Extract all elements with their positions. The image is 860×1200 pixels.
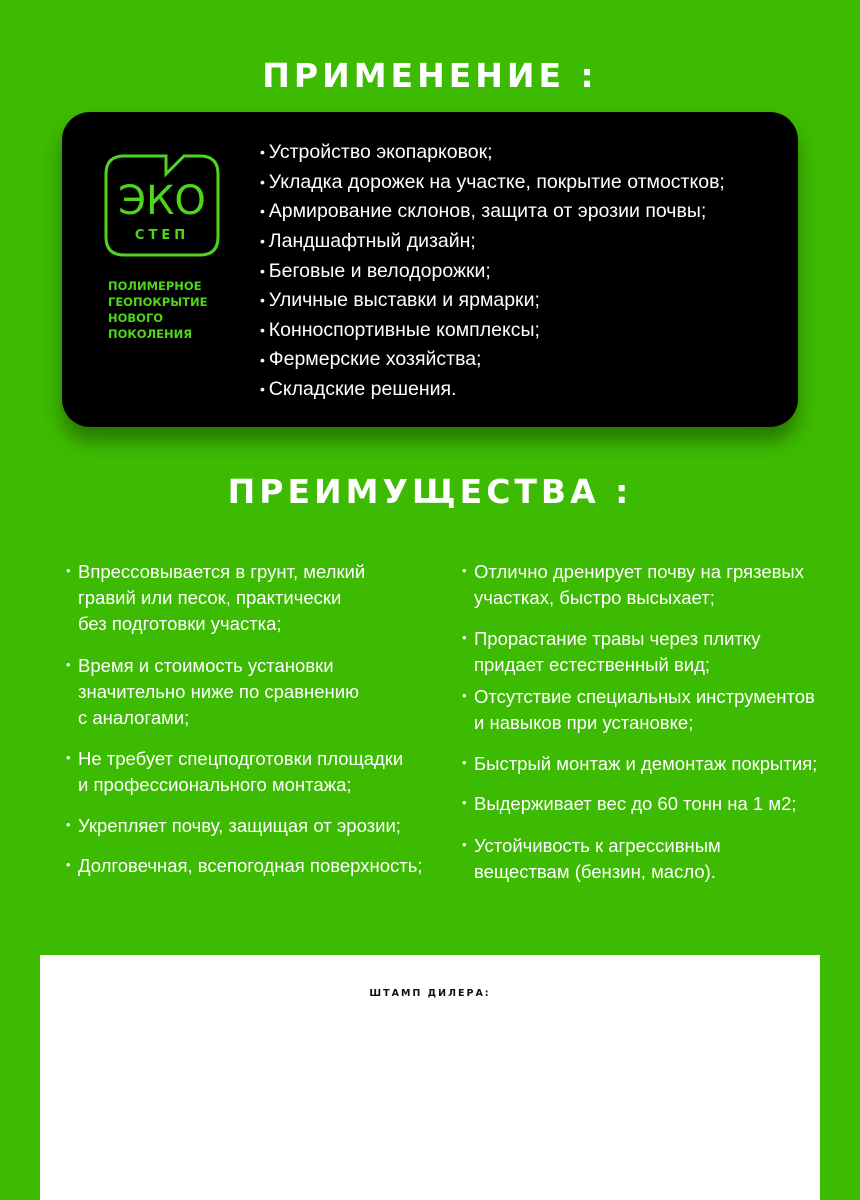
- list-item: • Уличные выставки и ярмарки;: [260, 286, 725, 316]
- advantage-line: • Прорастание травы через плитку: [474, 628, 761, 649]
- advantage-item: [462, 833, 842, 885]
- advantage-line: • Время и стоимость установки: [78, 655, 334, 676]
- advantage-line: • Выдерживает вес до 60 тонн на 1 м2;: [474, 793, 797, 814]
- advantage-line: • Отлично дренирует почву на грязевых: [474, 561, 804, 582]
- list-item: • Ландшафтный дизайн;: [260, 227, 725, 257]
- advantage-line: значительно ниже по сравнению: [78, 681, 359, 702]
- advantage-line: и навыков при установке;: [474, 712, 694, 733]
- advantage-line: гравий или песок, практически: [78, 587, 342, 608]
- dealer-stamp-label: ШТАМП ДИЛЕРА:: [369, 988, 491, 999]
- advantage-item: [462, 559, 842, 611]
- tagline-line: ГЕОПОКРЫТИЕ: [108, 295, 208, 309]
- advantage-line: • Долговечная, всепогодная поверхность;: [78, 855, 423, 876]
- advantage-line: • Впрессовывается в грунт, мелкий: [78, 561, 366, 582]
- application-list: [260, 138, 725, 405]
- list-item: • Фермерские хозяйства;: [260, 345, 725, 375]
- advantage-item: [66, 813, 446, 839]
- advantage-line: веществам (бензин, масло).: [474, 861, 716, 882]
- advantage-item: [66, 559, 446, 637]
- application-card: [62, 112, 798, 427]
- list-item: • Армирование склонов, защита от эрозии почвы;: [260, 197, 725, 227]
- advantage-line: без подготовки участка;: [78, 613, 282, 634]
- advantage-line: с аналогами;: [78, 707, 190, 728]
- advantage-line: • Отсутствие специальных инструментов: [474, 686, 815, 707]
- advantage-item: [66, 653, 446, 731]
- advantage-line: участках, быстро высыхает;: [474, 587, 715, 608]
- tagline-line: ПОКОЛЕНИЯ: [108, 327, 193, 341]
- tagline-line: НОВОГО: [108, 311, 164, 325]
- advantage-item: [462, 791, 842, 817]
- list-item: • Складские решения.: [260, 375, 725, 405]
- logo-tagline: [108, 278, 207, 342]
- dealer-stamp-area: [40, 955, 820, 1200]
- advantage-line: • Быстрый монтаж и демонтаж покрытия;: [474, 753, 818, 774]
- advantages-right-column: [462, 559, 842, 885]
- list-item: • Беговые и велодорожки;: [260, 257, 725, 287]
- advantage-item: [462, 751, 842, 777]
- list-item: • Конноспортивные комплексы;: [260, 316, 725, 346]
- list-item: • Укладка дорожек на участке, покрытие отмостков;: [260, 168, 725, 198]
- advantage-item: [66, 853, 446, 879]
- advantages-left-column: [66, 559, 446, 879]
- advantage-line: и профессионального монтажа;: [78, 774, 352, 795]
- application-title: ПРИМЕНЕНИЕ :: [262, 56, 598, 95]
- logo-brand-top: ЭКО: [118, 178, 206, 224]
- advantage-item: [462, 684, 842, 736]
- logo-brand-bottom: СТЕП: [134, 228, 190, 243]
- advantage-line: • Укрепляет почву, защищая от эрозии;: [78, 815, 401, 836]
- tagline-line: ПОЛИМЕРНОЕ: [108, 279, 202, 293]
- advantage-item: [462, 626, 842, 678]
- ekostep-logo: [104, 154, 220, 257]
- advantages-title: ПРЕИМУЩЕСТВА :: [227, 472, 633, 511]
- advantage-item: [66, 746, 446, 798]
- advantage-line: • Устойчивость к агрессивным: [474, 835, 721, 856]
- advantage-line: • Не требует спецподготовки площадки: [78, 748, 404, 769]
- list-item: • Устройство экопарковок;: [260, 138, 725, 168]
- advantage-line: придает естественный вид;: [474, 654, 711, 675]
